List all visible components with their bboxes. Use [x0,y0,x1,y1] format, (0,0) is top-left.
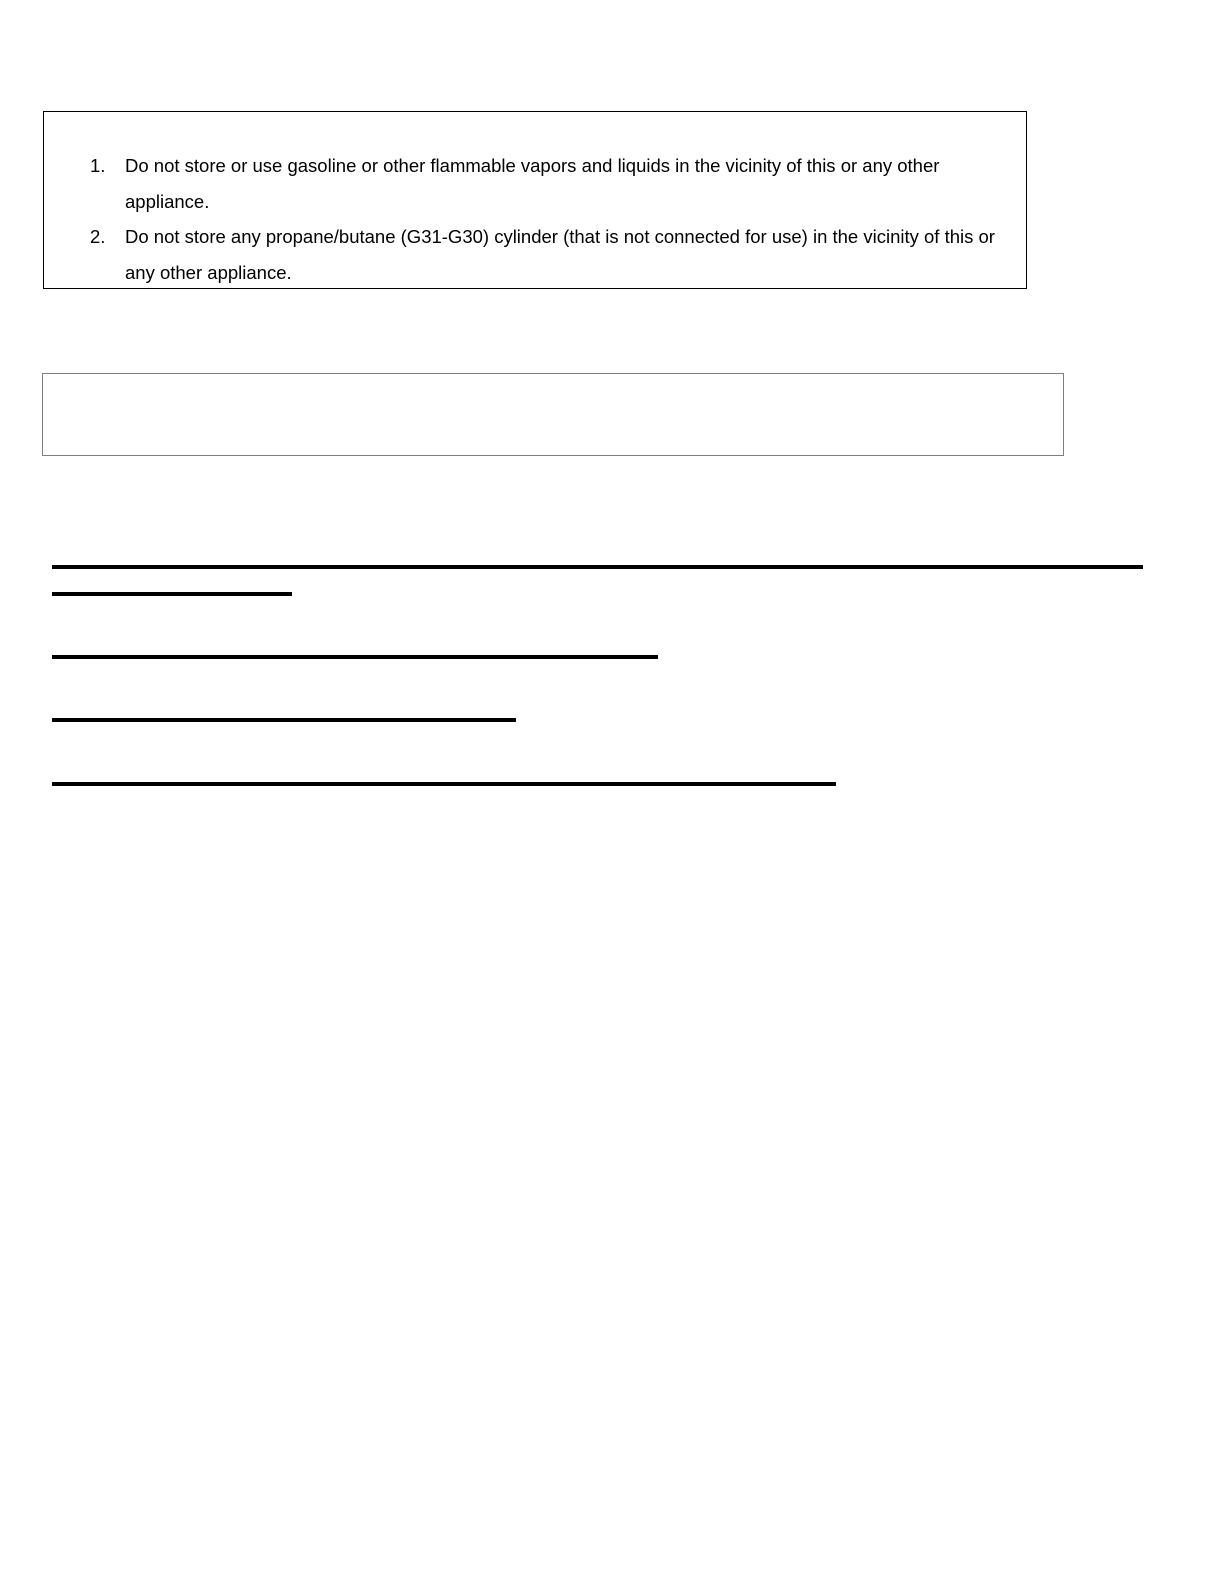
empty-text-box [42,373,1064,456]
underline-rule-4 [52,718,516,722]
warning-box [43,111,1027,289]
underline-rule-3 [52,655,658,659]
warning-item-text: Do not store any propane/butane (G31-G30) cylinder (that is not connected for use) in the vicinity of this or any other appliance. [125,226,995,283]
warning-item-number: 1. [90,155,106,176]
warning-item-text: Do not store or use gasoline or other flammable vapors and liquids in the vicinity of this or any other appliance. [125,155,940,212]
warning-item-1 [44,148,1026,219]
underline-rule-2 [52,592,292,596]
underline-rule-5 [52,782,836,786]
underline-rule-1 [52,565,1143,569]
warning-item-number: 2. [90,226,106,247]
warning-list [44,148,1026,290]
warning-item-2 [44,219,1026,290]
